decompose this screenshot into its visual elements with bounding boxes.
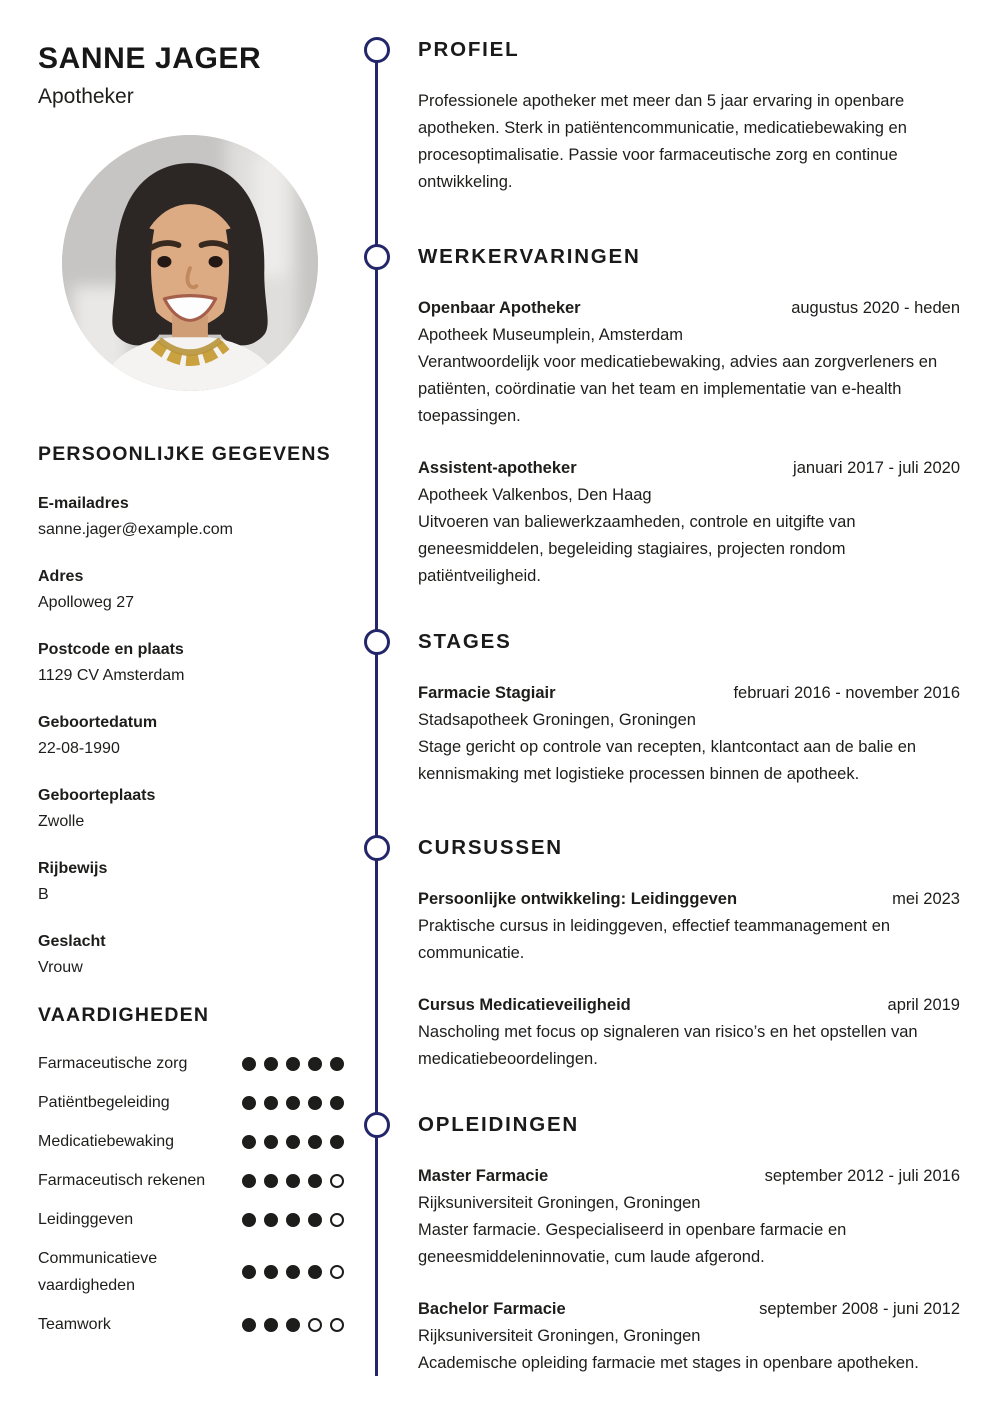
field-address <box>38 564 344 616</box>
dot-filled-icon <box>242 1265 256 1279</box>
field-label: Geslacht <box>38 933 106 950</box>
dot-filled-icon <box>242 1174 256 1188</box>
entry-subtitle: Rijksuniversiteit Groningen, Groningen <box>418 1194 701 1212</box>
profile-paragraph: Professionele apotheker met meer dan 5 jaar ervaring in openbare apotheken. Sterk in patiëntencommunicatie, medicatiebewaking en procesoptimalisatie. Passie voor farmaceutische zorg en continue ontwikkeling. <box>418 92 907 191</box>
skill-rating-dots <box>242 1213 344 1227</box>
entry-title: Bachelor Farmacie <box>418 1300 566 1318</box>
entry-description: Praktische cursus in leidinggeven, effectief teammanagement en communicatie. <box>418 917 891 962</box>
experience-entry <box>418 295 960 430</box>
dot-empty-icon <box>330 1174 344 1188</box>
field-label: Geboorteplaats <box>38 787 156 804</box>
dot-filled-icon <box>330 1057 344 1071</box>
course-entry <box>418 992 960 1073</box>
entry-date: mei 2023 <box>892 890 960 908</box>
dot-filled-icon <box>264 1318 278 1332</box>
entry-date: september 2008 - juni 2012 <box>759 1300 960 1318</box>
skill-rating-dots <box>242 1135 344 1149</box>
entry-description: Uitvoeren van baliewerkzaamheden, controle en uitgifte van geneesmiddelen, begeleiding stagiaires, projecten rondom patiëntveiligheid. <box>418 513 856 585</box>
dot-filled-icon <box>264 1213 278 1227</box>
skill-row <box>38 1245 344 1299</box>
field-label: Rijbewijs <box>38 860 108 877</box>
dot-filled-icon <box>286 1057 300 1071</box>
section-profiel <box>418 38 960 196</box>
dot-filled-icon <box>286 1265 300 1279</box>
entry-date: april 2019 <box>887 996 960 1014</box>
dot-empty-icon <box>330 1213 344 1227</box>
entry-title: Persoonlijke ontwikkeling: Leidinggeven <box>418 890 738 908</box>
entry-title: Farmacie Stagiair <box>418 684 556 702</box>
field-value: sanne.jager@example.com <box>38 521 234 538</box>
person-name: SANNE JAGER <box>38 42 262 75</box>
dot-empty-icon <box>330 1318 344 1332</box>
dot-filled-icon <box>330 1135 344 1149</box>
field-birthdate <box>38 710 344 762</box>
dot-filled-icon <box>308 1135 322 1149</box>
section-heading: OPLEIDINGEN <box>418 1113 580 1136</box>
dot-filled-icon <box>286 1174 300 1188</box>
dot-filled-icon <box>242 1096 256 1110</box>
section-opleidingen <box>418 1113 960 1402</box>
skill-label: Patiëntbegeleiding <box>38 1094 170 1111</box>
entry-subtitle: Apotheek Valkenbos, Den Haag <box>418 486 652 504</box>
skill-label: Teamwork <box>38 1316 111 1333</box>
portrait-illustration <box>62 135 318 391</box>
entry-description: Nascholing met focus op signaleren van risico’s en het opstellen van medicatiebeoordelingen. <box>418 1023 918 1068</box>
entry-date: augustus 2020 - heden <box>791 299 960 317</box>
field-value: Vrouw <box>38 959 83 976</box>
section-heading: CURSUSSEN <box>418 836 563 859</box>
course-entry <box>418 886 960 967</box>
dot-filled-icon <box>286 1096 300 1110</box>
section-cursussen <box>418 836 960 1098</box>
dot-filled-icon <box>242 1135 256 1149</box>
skill-row <box>38 1089 344 1116</box>
dot-filled-icon <box>286 1135 300 1149</box>
field-email <box>38 491 344 543</box>
dot-filled-icon <box>264 1135 278 1149</box>
field-value: Zwolle <box>38 813 85 830</box>
education-entry <box>418 1296 960 1377</box>
field-birthplace <box>38 783 344 835</box>
field-value: 1129 CV Amsterdam <box>38 667 185 684</box>
timeline-node-icon <box>364 37 390 63</box>
dot-filled-icon <box>264 1265 278 1279</box>
field-label: Geboortedatum <box>38 714 158 731</box>
dot-filled-icon <box>308 1213 322 1227</box>
dot-empty-icon <box>330 1265 344 1279</box>
skill-rating-dots <box>242 1174 344 1188</box>
section-stages <box>418 630 960 813</box>
entry-description: Master farmacie. Gespecialiseerd in openbare farmacie en geneesmiddeleninnovatie, cum laude afgerond. <box>418 1221 847 1266</box>
dot-empty-icon <box>308 1318 322 1332</box>
entry-date: januari 2017 - juli 2020 <box>793 459 960 477</box>
skill-label: Leidinggeven <box>38 1211 134 1228</box>
field-value: 22-08-1990 <box>38 740 120 757</box>
entry-subtitle: Rijksuniversiteit Groningen, Groningen <box>418 1327 701 1345</box>
section-heading: STAGES <box>418 630 512 653</box>
skill-label: Medicatiebewaking <box>38 1133 175 1150</box>
entry-title: Cursus Medicatieveiligheid <box>418 996 631 1014</box>
education-entry <box>418 1163 960 1271</box>
skill-rating-dots <box>242 1318 344 1332</box>
entry-title: Openbaar Apotheker <box>418 299 581 317</box>
dot-filled-icon <box>286 1318 300 1332</box>
skill-label: Communicatieve vaardigheden <box>38 1250 158 1294</box>
field-value: Apolloweg 27 <box>38 594 135 611</box>
field-label: Postcode en plaats <box>38 641 184 658</box>
profile-photo <box>62 135 318 391</box>
entry-date: september 2012 - juli 2016 <box>764 1167 960 1185</box>
section-werkervaringen <box>418 245 960 615</box>
skill-row <box>38 1311 344 1338</box>
dot-filled-icon <box>308 1174 322 1188</box>
field-label: Adres <box>38 568 84 585</box>
timeline-node-icon <box>364 244 390 270</box>
section-heading: WERKERVARINGEN <box>418 245 641 268</box>
field-value: B <box>38 886 49 903</box>
internship-entry <box>418 680 960 788</box>
field-gender <box>38 929 344 981</box>
entry-title: Assistent-apotheker <box>418 459 577 477</box>
timeline-node-icon <box>364 1112 390 1138</box>
skill-label: Farmaceutische zorg <box>38 1055 188 1072</box>
field-postcode-city <box>38 637 344 689</box>
dot-filled-icon <box>264 1096 278 1110</box>
skills-heading: VAARDIGHEDEN <box>38 1004 210 1026</box>
section-heading: PROFIEL <box>418 38 520 61</box>
experience-entry <box>418 455 960 590</box>
dot-filled-icon <box>242 1213 256 1227</box>
skill-rating-dots <box>242 1096 344 1110</box>
entry-title: Master Farmacie <box>418 1167 549 1185</box>
dot-filled-icon <box>286 1213 300 1227</box>
dot-filled-icon <box>264 1174 278 1188</box>
skill-row <box>38 1050 344 1077</box>
skill-label: Farmaceutisch rekenen <box>38 1172 206 1189</box>
skill-row <box>38 1167 344 1194</box>
dot-filled-icon <box>330 1096 344 1110</box>
dot-filled-icon <box>308 1057 322 1071</box>
dot-filled-icon <box>264 1057 278 1071</box>
dot-filled-icon <box>308 1265 322 1279</box>
skill-row <box>38 1206 344 1233</box>
skill-row <box>38 1128 344 1155</box>
field-label: E-mailadres <box>38 495 129 512</box>
dot-filled-icon <box>308 1096 322 1110</box>
entry-description: Verantwoordelijk voor medicatiebewaking, advies aan zorgverleners en patiënten, coördinatie van het team en implementatie van e-health toepassingen. <box>418 353 938 425</box>
entry-description: Academische opleiding farmacie met stages in openbare apotheken. <box>418 1354 919 1372</box>
entry-subtitle: Apotheek Museumplein, Amsterdam <box>418 326 684 344</box>
dot-filled-icon <box>242 1057 256 1071</box>
entry-subtitle: Stadsapotheek Groningen, Groningen <box>418 711 696 729</box>
person-job-title: Apotheker <box>38 85 134 108</box>
field-drivers-license <box>38 856 344 908</box>
timeline-node-icon <box>364 629 390 655</box>
timeline-node-icon <box>364 835 390 861</box>
entry-date: februari 2016 - november 2016 <box>733 684 960 702</box>
sidebar <box>38 42 344 1350</box>
skill-rating-dots <box>242 1265 344 1279</box>
entry-description: Stage gericht op controle van recepten, klantcontact aan de balie en kennismaking met logistieke processen binnen de apotheek. <box>418 738 917 783</box>
skill-rating-dots <box>242 1057 344 1071</box>
dot-filled-icon <box>242 1318 256 1332</box>
personal-details-heading: PERSOONLIJKE GEGEVENS <box>38 443 331 465</box>
